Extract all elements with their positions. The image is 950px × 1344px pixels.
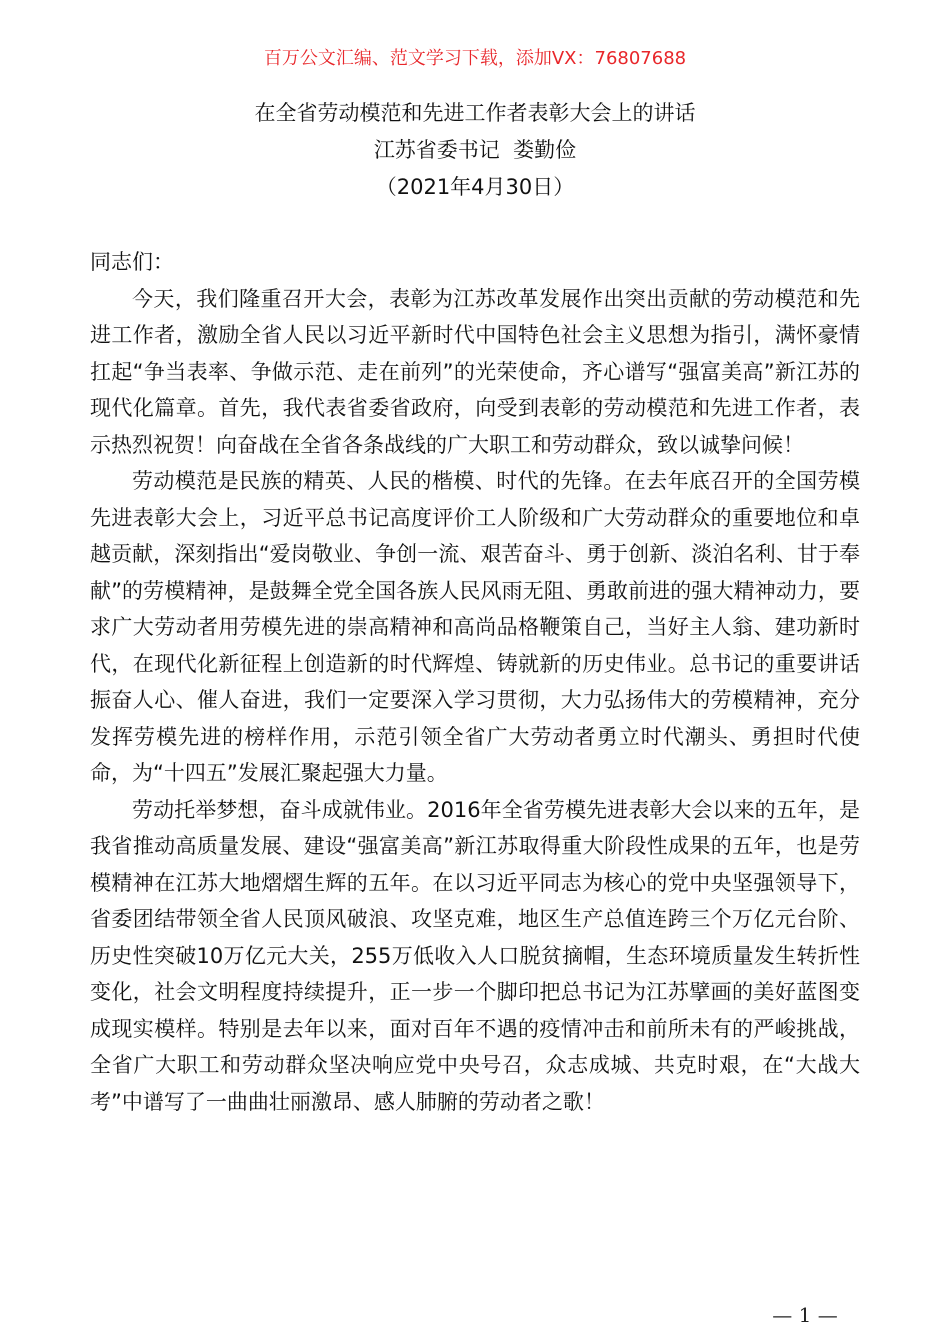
salutation: 同志们： — [90, 250, 174, 274]
paragraph-2: 劳动模范是民族的精英、人民的楷模、时代的先锋。在去年底召开的全国劳模先进表彰大会上，习近平总书记高度评价工人阶级和广大劳动群众的重要地位和卓越贡献，深刻指出“爱岗敬业、争创一流、艰苦奋斗、勇于创新、淡泊名利、甘于奉献”的劳模精神，是鼓舞全党全国各族人民风雨无阻、勇敢前进的强大精神动力，要求广大劳动者用劳模先进的崇高精神和高尚品格鞭策自己，当好主人翁、建功新时代，在现代化新征程上创造新的时代辉煌、铸就新的历史伟业。总书记的重要讲话振奋人心、催人奋进，我们一定要深入学习贯彻，大力弘扬伟大的劳模精神，充分发挥劳模先进的榜样作用，示范引领全省广大劳动者勇立时代潮头、勇担时代使命，为“十四五”发展汇聚起强大力量。 — [90, 469, 860, 785]
document-date: （2021年4月30日） — [375, 175, 575, 199]
watermark-banner: 百万公文汇编、范文学习下载，添加VX：76807688 — [263, 48, 687, 69]
page-number: — 1 — — [772, 1303, 838, 1327]
paragraph-3: 劳动托举梦想，奋斗成就伟业。2016年全省劳模先进表彰大会以来的五年，是我省推动高质量发展、建设“强富美高”新江苏取得重大阶段性成果的五年，也是劳模精神在江苏大地熠熠生辉的五年。在以习近平同志为核心的党中央坚强领导下，省委团结带领全省人民顶风破浪、攻坚克难，地区生产总值连跨三个万亿元台阶、历史性突破10万亿元大关，255万低收入人口脱贫摘帽，生态环境质量发生转折性变化，社会文明程度持续提升，正一步一个脚印把总书记为江苏擘画的美好蓝图变成现实模样。特别是去年以来，面对百年不遇的疫情冲击和前所未有的严峻挑战，全省广大职工和劳动群众坚决响应党中央号召，众志成城、共克时艰，在“大战大考”中谱写了一曲曲壮丽激昂、感人肺腑的劳动者之歌！ — [90, 797, 860, 1114]
document-author: 江苏省委书记 娄勤俭 — [373, 138, 577, 162]
document-title: 在全省劳动模范和先进工作者表彰大会上的讲话 — [254, 101, 696, 125]
document-body — [90, 244, 860, 1120]
paragraph-1: 今天，我们隆重召开大会，表彰为江苏改革发展作出突出贡献的劳动模范和先进工作者，激励全省人民以习近平新时代中国特色社会主义思想为指引，满怀豪情扛起“争当表率、争做示范、走在前列”的光荣使命，齐心谱写“强富美高”新江苏的现代化篇章。首先，我代表省委省政府，向受到表彰的劳动模范和先进工作者，表示热烈祝贺！向奋战在全省各条战线的广大职工和劳动群众，致以诚挚问候！ — [90, 286, 860, 457]
